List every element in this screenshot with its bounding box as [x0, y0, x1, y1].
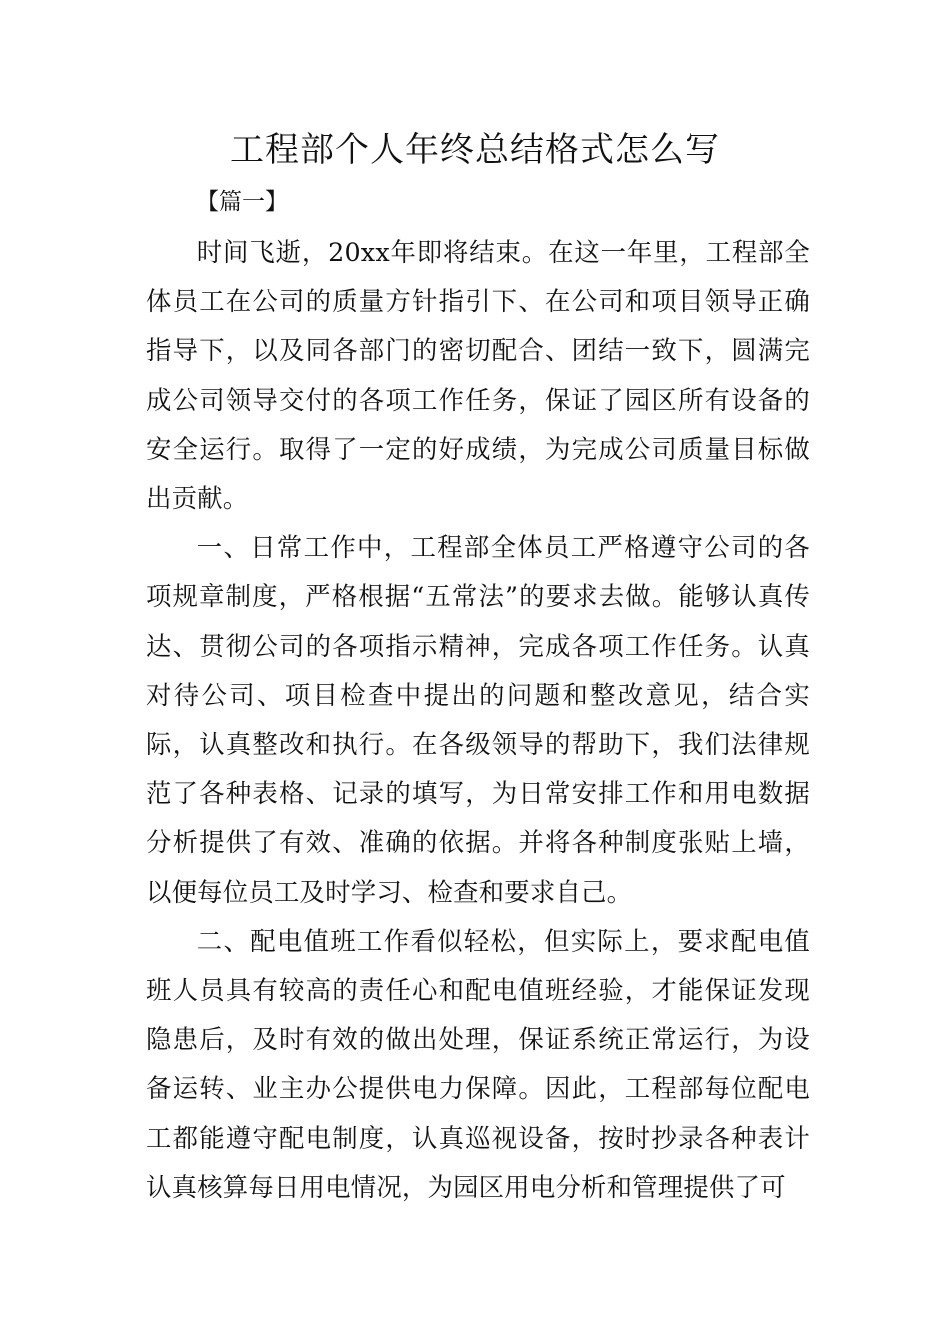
section-label: 【篇一】 — [196, 189, 288, 215]
document-body — [146, 228, 810, 1212]
paragraph-daily-work: 一、日常工作中，工程部全体员工严格遵守公司的各项规章制度，严格根据“五常法”的要求去做。能够认真传达、贯彻公司的各项指示精神，完成各项工作任务。认真对待公司、项目检查中提出的问题和整改意见，结合实际，认真整改和执行。在各级领导的帮助下，我们法律规范了各种表格、记录的填写，为日常安排工作和用电数据分析提供了有效、准确的依据。并将各种制度张贴上墙，以便每位员工及时学习、检查和要求自己。 — [146, 532, 810, 907]
paragraph-power-duty: 二、配电值班工作看似轻松，但实际上，要求配电值班人员具有较高的责任心和配电值班经验，才能保证发现隐患后，及时有效的做出处理，保证系统正常运行，为设备运转、业主办公提供电力保障。因此，工程部每位配电工都能遵守配电制度，认真巡视设备，按时抄录各种表计认真核算每日用电情况，为园区用电分析和管理提供了可 — [146, 925, 810, 1202]
document-title: 工程部个人年终总结格式怎么写 — [230, 130, 720, 170]
paragraph-intro: 时间飞逝，20xx年即将结束。在这一年里，工程部全体员工在公司的质量方针指引下、在公司和项目领导正确指导下，以及同各部门的密切配合、团结一致下，圆满完成公司领导交付的各项工作任务，保证了园区所有设备的安全运行。取得了一定的好成绩，为完成公司质量目标做出贡献。 — [146, 237, 810, 514]
